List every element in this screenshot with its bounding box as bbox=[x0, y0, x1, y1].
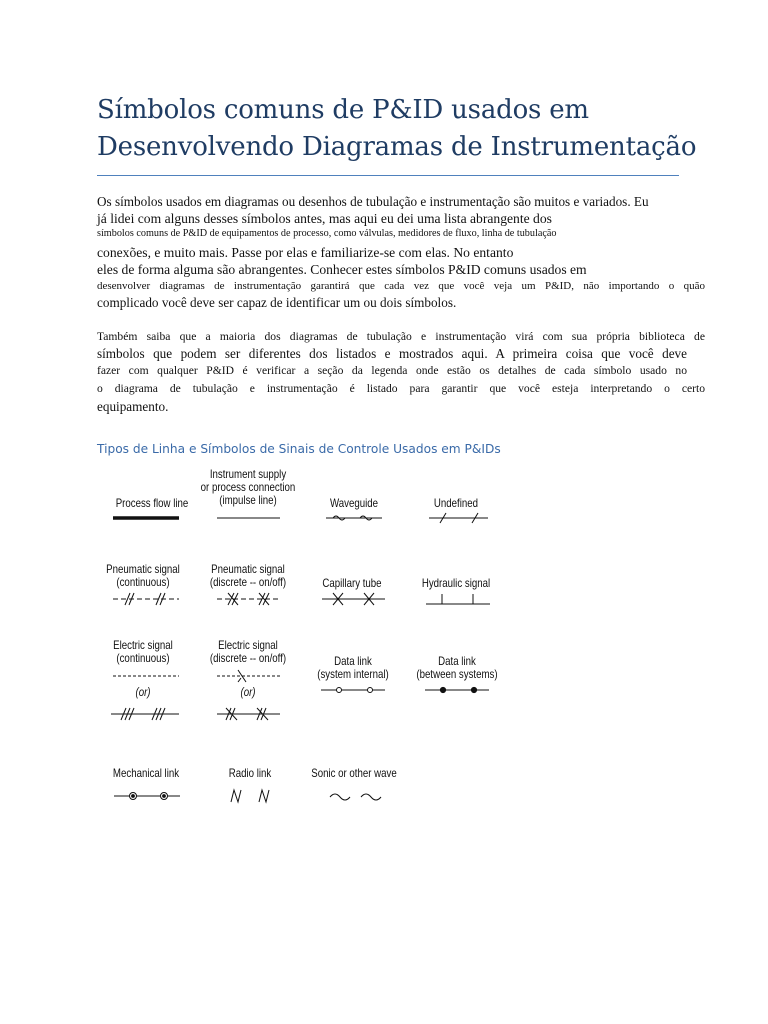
paragraph-line: complicado você deve ser capaz de identificar um ou dois símbolos. bbox=[97, 295, 457, 310]
data-link-internal-symbol bbox=[321, 688, 385, 693]
paragraph-line: fazer com qualquer P&ID é verificar a seção da legenda onde estão os detalhes de cada símbolo usado no bbox=[97, 364, 687, 377]
paragraph-line: Também saiba que a maioria dos diagramas de tubulação e instrumentação virá com sua própria biblioteca de bbox=[97, 330, 705, 343]
label-line: (system internal) bbox=[317, 667, 389, 681]
label-line: Data link bbox=[438, 654, 476, 668]
label-line: Electric signal bbox=[113, 638, 173, 652]
hydraulic-signal-symbol bbox=[426, 594, 490, 604]
paragraph-line: Os símbolos usados em diagramas ou desenhos de tubulação e instrumentação são muitos e variados. Eu bbox=[97, 194, 649, 209]
label-line: Data link bbox=[334, 654, 372, 668]
undefined-label: Undefined bbox=[433, 496, 479, 510]
paragraph-line: símbolos que podem ser diferentes dos listados e mostrados aqui. A primeira coisa que você deve bbox=[97, 346, 687, 361]
capillary-tube-symbol bbox=[322, 593, 385, 605]
paragraph-line: conexões, e muito mais. Passe por elas e familiarize-se com elas. No entanto bbox=[97, 245, 514, 260]
label-line: Instrument supply bbox=[209, 467, 287, 481]
paragraph-line: já lidei com alguns desses símbolos antes, mas aqui eu dei uma lista abrangente dos bbox=[97, 211, 552, 226]
label-line: (between systems) bbox=[416, 667, 498, 681]
label-line: (discrete -- on/off) bbox=[209, 651, 287, 665]
title-line-2: Desenvolvendo Diagramas de Instrumentação bbox=[97, 132, 697, 162]
electric-continuous-symbol bbox=[111, 676, 179, 720]
label-line: Electric signal bbox=[218, 638, 278, 652]
waveguide-symbol bbox=[326, 516, 382, 520]
sonic-wave-label: Sonic or other wave bbox=[311, 766, 397, 780]
paragraph-line: desenvolver diagramas de instrumentação garantirá que cada vez que você veja um P&ID, não importando o quão bbox=[97, 280, 705, 292]
label-line: (discrete -- on/off) bbox=[209, 575, 287, 589]
paragraph-line: o diagrama de tubulação e instrumentação é listado para garantir que você esteja interpretando o certo bbox=[97, 382, 705, 395]
or-label: (or) bbox=[135, 685, 151, 699]
label-line: Pneumatic signal bbox=[106, 562, 180, 576]
label-line: (impulse line) bbox=[219, 493, 277, 507]
paragraph-line: eles de forma alguma são abrangentes. Conhecer estes símbolos P&ID comuns usados em bbox=[97, 262, 587, 277]
pneumatic-discrete-symbol bbox=[217, 593, 280, 605]
mechanical-link-label: Mechanical link bbox=[112, 766, 180, 780]
pneumatic-continuous-symbol bbox=[113, 593, 179, 605]
sonic-wave-symbol bbox=[330, 794, 381, 800]
title-line-1: Símbolos comuns de P&ID usados em bbox=[97, 95, 589, 125]
hydraulic-signal-label: Hydraulic signal bbox=[421, 576, 491, 590]
or-label: (or) bbox=[240, 685, 256, 699]
electric-discrete-symbol bbox=[217, 670, 280, 720]
paragraph-line: símbolos comuns de P&ID de equipamentos de processo, como válvulas, medidores de fluxo, linha de tubulação bbox=[97, 228, 557, 239]
radio-link-label: Radio link bbox=[228, 766, 272, 780]
radio-link-symbol bbox=[231, 790, 269, 802]
undefined-symbol bbox=[429, 513, 488, 523]
process-flow-line-label: Process flow line bbox=[115, 496, 189, 510]
label-line: (continuous) bbox=[116, 575, 170, 589]
label-line: Pneumatic signal bbox=[211, 562, 285, 576]
mechanical-link-symbol bbox=[114, 793, 180, 800]
capillary-tube-label: Capillary tube bbox=[322, 576, 382, 590]
data-link-between-symbol bbox=[425, 687, 489, 692]
paragraph-line: equipamento. bbox=[97, 399, 169, 414]
section-subheading: Tipos de Linha e Símbolos de Sinais de Controle Usados em P&IDs bbox=[97, 442, 501, 456]
label-line: or process connection bbox=[200, 480, 296, 494]
waveguide-label: Waveguide bbox=[329, 496, 379, 510]
label-line: (continuous) bbox=[116, 651, 170, 665]
